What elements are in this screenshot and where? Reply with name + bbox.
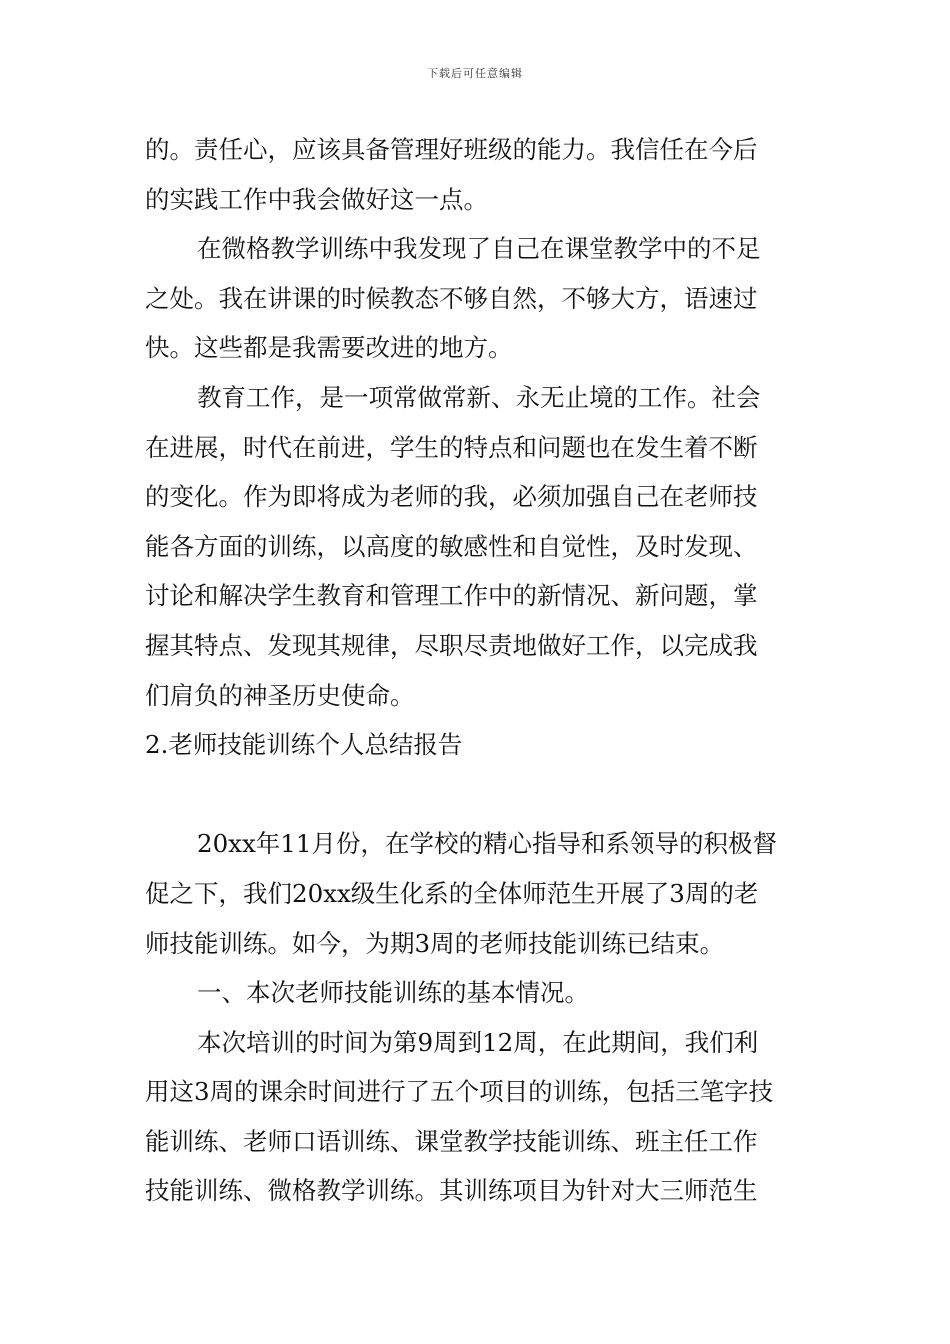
- blank-gap: [145, 770, 810, 820]
- text-line: 技能训练、微格教学训练。其训练项目为针对大三师范生: [145, 1176, 758, 1206]
- text-line: 握其特点、发现其规律，尽职尽责地做好工作，以完成我: [145, 630, 758, 660]
- text-line: 能各方面的训练，以高度的敏感性和自觉性，及时发现、: [145, 531, 758, 561]
- text-line: 们肩负的神圣历史使命。: [145, 680, 415, 710]
- paragraph-start-line: 20xx年11月份，在学校的精心指导和系领导的积极督: [197, 829, 777, 859]
- text-line: 促之下，我们20xx级生化系的全体师范生开展了3周的老: [145, 878, 759, 908]
- text-line: 快。这些都是我需要改进的地方。: [145, 333, 513, 363]
- text-line: 能训练、老师口语训练、课堂教学技能训练、班主任工作: [145, 1126, 758, 1156]
- document-body: [145, 125, 810, 1216]
- text-line: 讨论和解决学生教育和管理工作中的新情况、新问题，掌: [145, 581, 758, 611]
- page-header: 下载后可任意编辑: [427, 67, 523, 80]
- text-line: 在进展，时代在前进，学生的特点和问题也在发生着不断: [145, 432, 758, 462]
- section-heading: 2.老师技能训练个人总结报告: [145, 730, 463, 760]
- text-line: 用这3周的课余时间进行了五个项目的训练，包括三笔字技: [145, 1077, 774, 1107]
- text-line: 师技能训练。如今，为期3周的老师技能训练已结束。: [145, 928, 725, 958]
- text-line: 的。责任心，应该具备管理好班级的能力。我信任在今后: [145, 135, 758, 164]
- paragraph-start-line: 在微格教学训练中我发现了自己在课堂教学中的不足: [197, 234, 761, 264]
- text-line: 之处。我在讲课的时候教态不够自然，不够大方，语速过: [145, 283, 758, 313]
- text-line: 的实践工作中我会做好这一点。: [145, 184, 488, 214]
- paragraph-start-line: 教育工作，是一项常做常新、永无止境的工作。社会: [197, 382, 761, 412]
- text-line: 的变化。作为即将成为老师的我，必须加强自己在老师技: [145, 482, 758, 512]
- paragraph-start-line: 本次培训的时间为第9周到12周，在此期间，我们利: [197, 1027, 759, 1057]
- subsection-heading: 一、本次老师技能训练的基本情况。: [197, 978, 589, 1008]
